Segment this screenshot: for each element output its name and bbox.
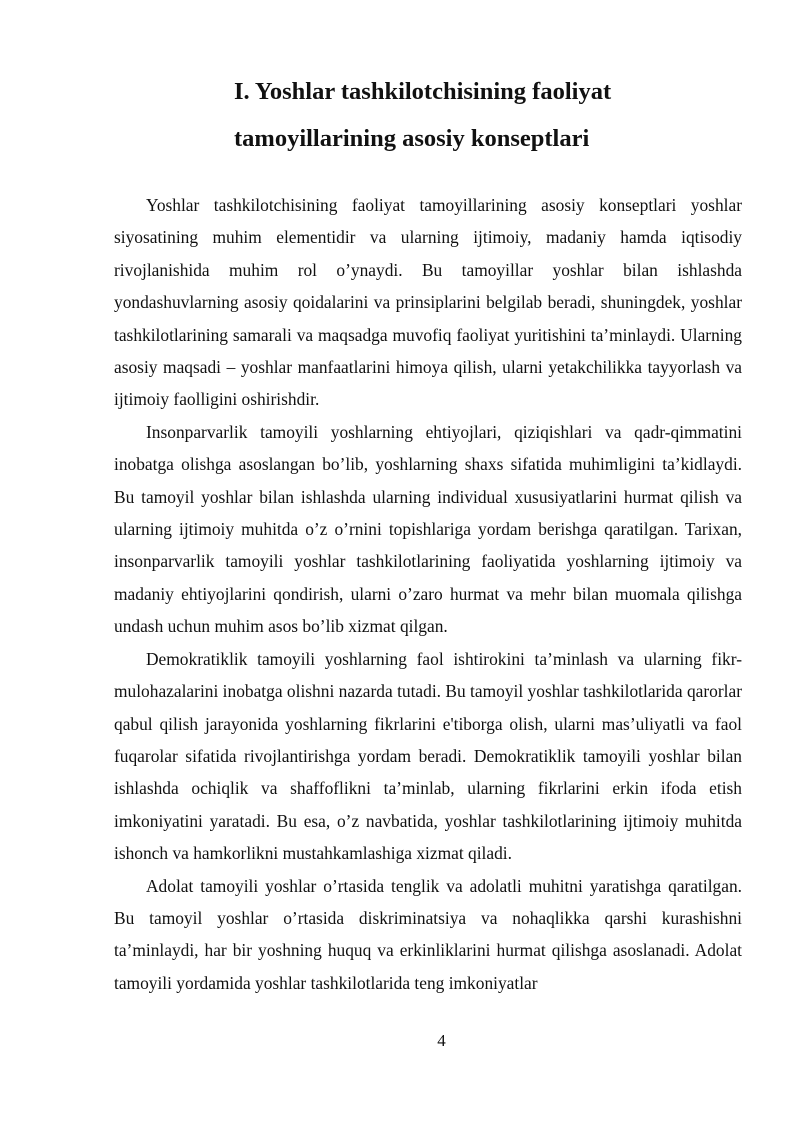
- section-title-line-1: I. Yoshlar tashkilotchisining faoliyat: [234, 78, 612, 105]
- paragraph-justice: Adolat tamoyili yoshlar o’rtasida tenglik va adolatli muhitni yaratishga qaratilgan. Bu tamoyil yoshlar o’rtasida diskriminatsiya va nohaqlikka qarshi kurashishni ta’minlaydi, har bir yoshning huquq va erkinliklarini hurmat qilishga asoslanadi. Adolat tamoyili yordamida yoshlar tashkilotlarida teng imkoniyatlar: [114, 875, 742, 993]
- paragraph-humanism: Insonparvarlik tamoyili yoshlarning ehtiyojlari, qiziqishlari va qadr-qimmatini inobatga olishga asoslangan bo’lib, yoshlarning shaxs sifatida muhimligini ta’kidlaydi. Bu tamoyil yoshlar bilan ishlashda ularning individual xususiyatlarini hurmat qilish va ularning ijtimoiy muhitda o’z o’rnini topishlariga yordam berishga qaratilgan. Tarixan, insonparvarlik tamoyili yoshlar tashkilotlarining faoliyatida yoshlarning ijtimoiy va madaniy ehtiyojlarini qondirish, ularni o’zaro hurmat va mehr bilan muomala qilishga undash uchun muhim asos bo’lib xizmat qilgan.: [114, 421, 742, 637]
- body-text: [114, 189, 742, 999]
- paragraph-democracy: Demokratiklik tamoyili yoshlarning faol ishtirokini ta’minlash va ularning fikr-mulohazalarini inobatga olishni nazarda tutadi. Bu tamoyil yoshlar tashkilotlarida qarorlar qabul qilish jarayonida yoshlarning fikrlarini e'tiborga olish, ularni mas’uliyatli va faol fuqarolar sifatida rivojlantirishga yordam beradi. Demokratiklik tamoyili yoshlar bilan ishlashda ochiqlik va shaffoflikni ta’minlab, ularning fikrlarini erkin ifoda etish imkoniyatini yaratadi. Bu esa, o’z navbatida, yoshlar tashkilotlarining ijtimoiy muhitda ishonch va hamkorlikni mustahkamlashiga xizmat qiladi.: [114, 648, 742, 864]
- page-number: 4: [437, 1031, 446, 1050]
- paragraph-intro: Yoshlar tashkilotchisining faoliyat tamoyillarining asosiy konseptlari yoshlar siyosatining muhim elementidir va ularning ijtimoiy, madaniy hamda iqtisodiy rivojlanishida muhim rol o’ynaydi. Bu tamoyillar yoshlar bilan ishlashda yondashuvlarning asosiy qoidalarini va prinsiplarini belgilab beradi, shuningdek, yoshlar tashkilotlarining samarali va maqsadga muvofiq faoliyat yuritishini ta’minlaydi. Ularning asosiy maqsadi – yoshlar manfaatlarini himoya qilish, ularni yetakchilikka tayyorlash va ijtimoiy faolligini oshirishdir.: [114, 195, 742, 410]
- section-title-line-2: tamoyillarining asosiy konseptlari: [234, 125, 590, 152]
